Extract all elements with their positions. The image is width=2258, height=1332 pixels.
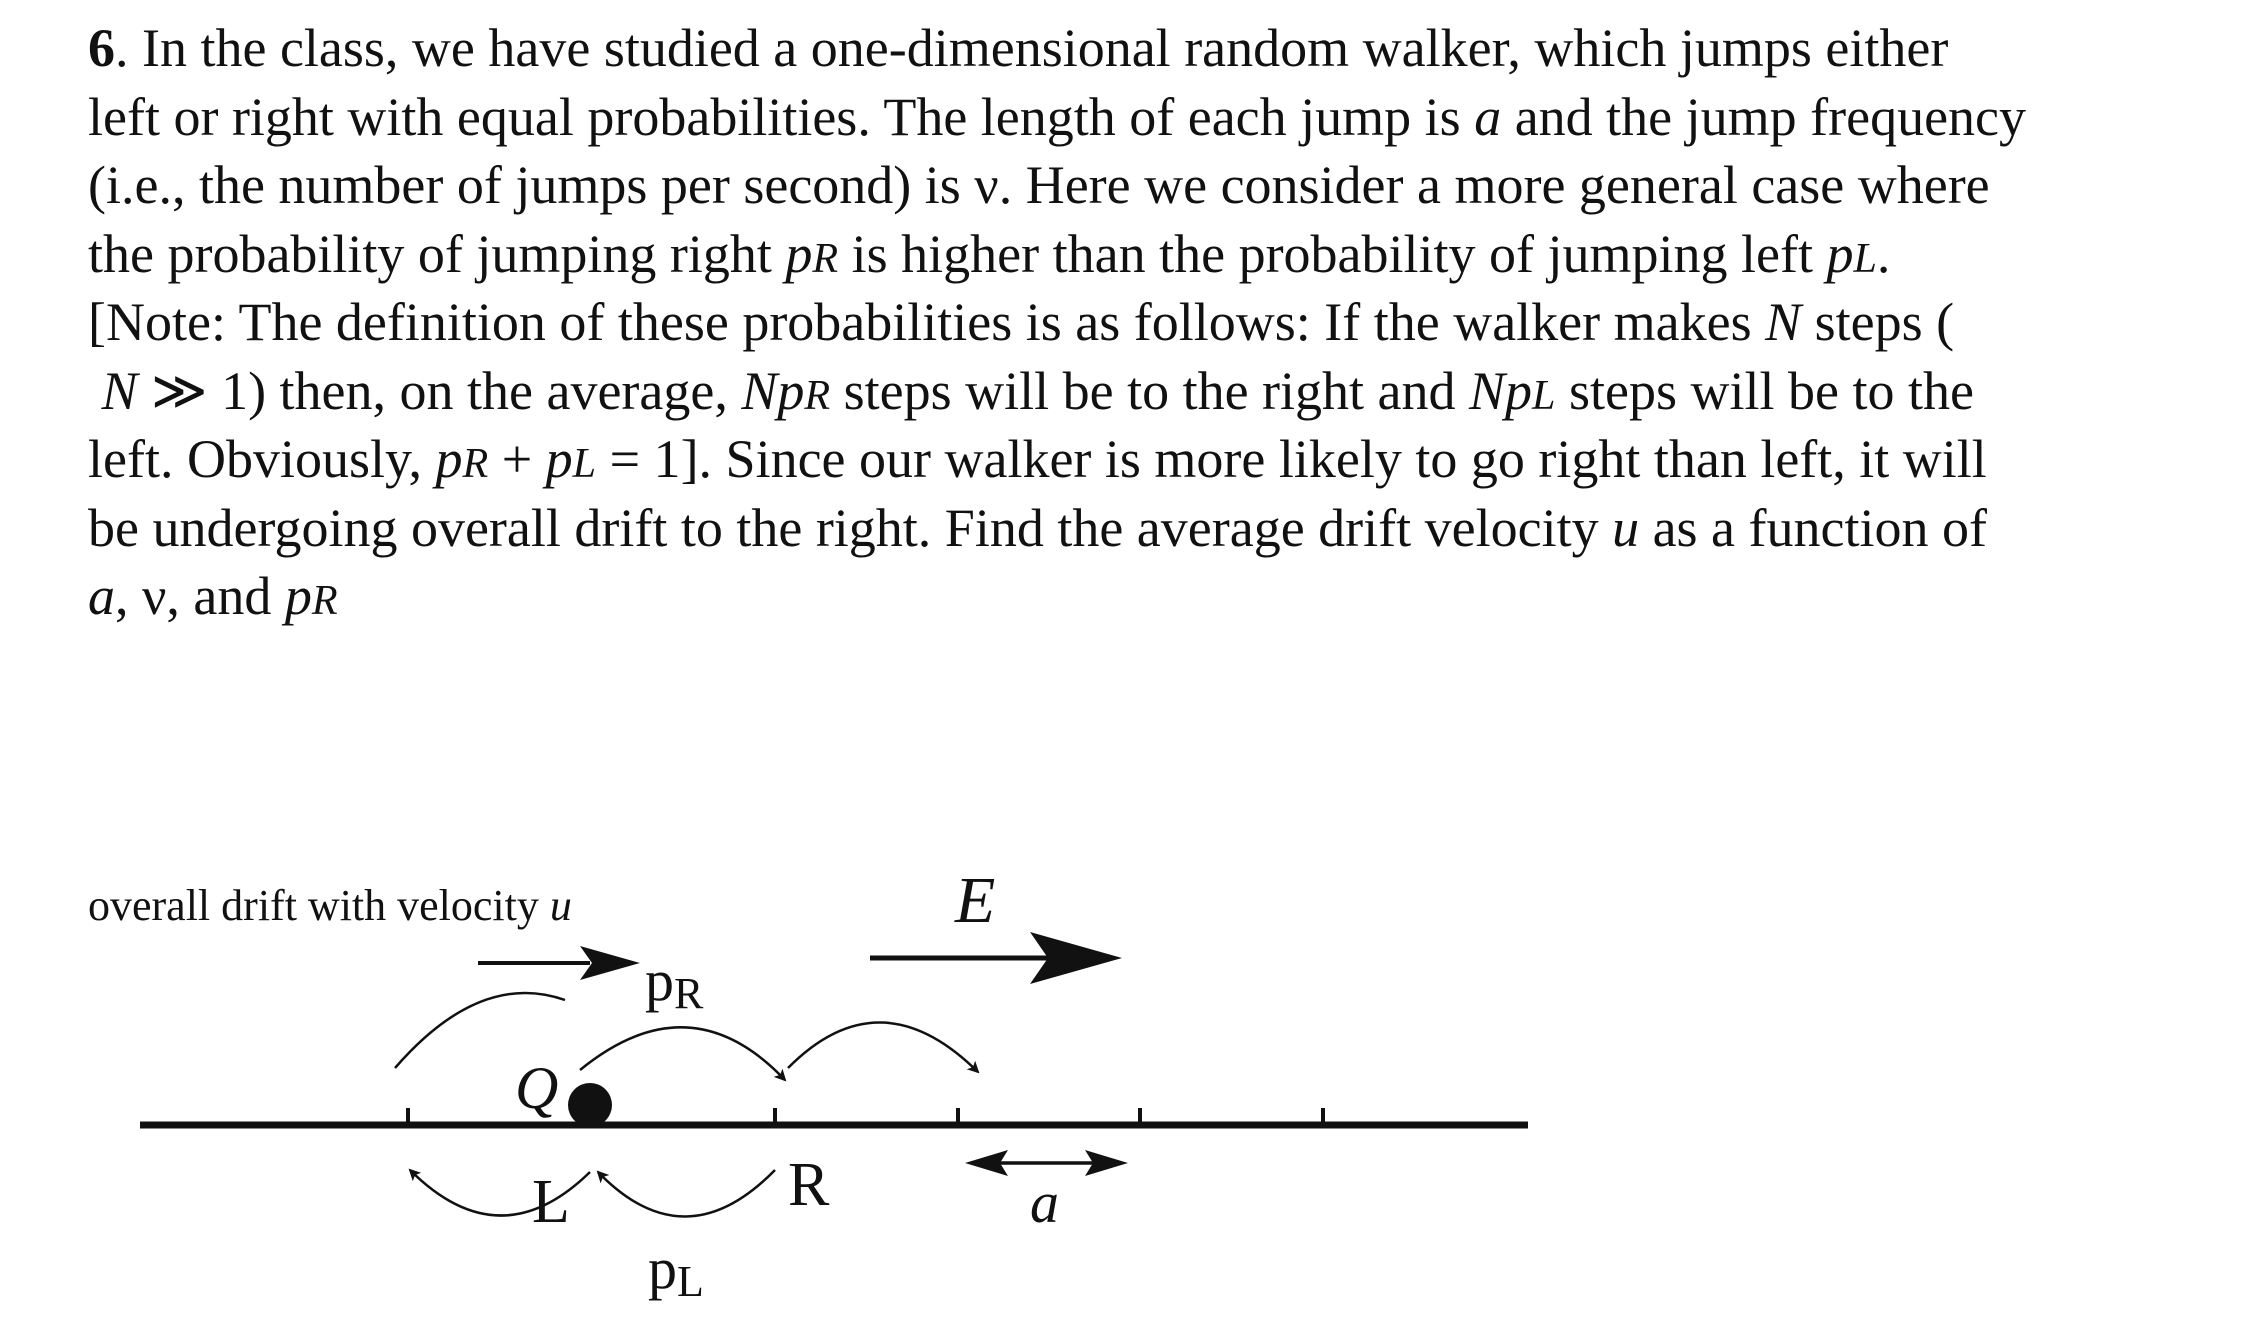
problem-line-3: (i.e., the number of jumps per second) is ν. Here we consider a more general case where [88,155,1990,215]
left-site-label: L [532,1168,570,1236]
problem-line-5: [Note: The definition of these probabilities is as follows: If the walker makes N steps ( [88,292,1955,352]
right-jump-arc-3 [788,1022,978,1072]
problem-line-9: a, ν, and pR [88,566,338,626]
charge-label: Q [515,1055,559,1121]
pL-label: pL [648,1236,704,1306]
drift-arrow [478,946,640,980]
walker-particle [568,1083,612,1127]
right-site-label: R [788,1151,830,1219]
left-jump-arc-2 [598,1170,775,1217]
problem-line-6: N ≫ 1) then, on the average, NpR steps will be to the right and NpL steps will be to the [101,360,1974,421]
jump-length-label: a [1030,1170,1059,1235]
problem-line-4: the probability of jumping right pR is higher than the probability of jumping left pL. [88,223,1891,284]
problem-number: 6 [88,18,115,78]
problem-line-1: 6. In the class, we have studied a one-dimensional random walker, which jumps either [88,18,1949,78]
field-label: E [955,864,996,937]
right-jump-arc-2 [580,1027,785,1080]
drift-label: overall drift with velocity u [88,881,572,930]
problem-line-7: left. Obviously, pR + pL = 1]. Since our walker is more likely to go right than left, it will [88,429,1987,489]
problem-line-2: left or right with equal probabilities. The length of each jump is a and the jump frequency [88,86,2026,147]
problem-line-8: be undergoing overall drift to the right. Find the average drift velocity u as a function of [88,497,1987,558]
pR-label: pR [645,948,704,1018]
field-arrow [870,932,1122,984]
